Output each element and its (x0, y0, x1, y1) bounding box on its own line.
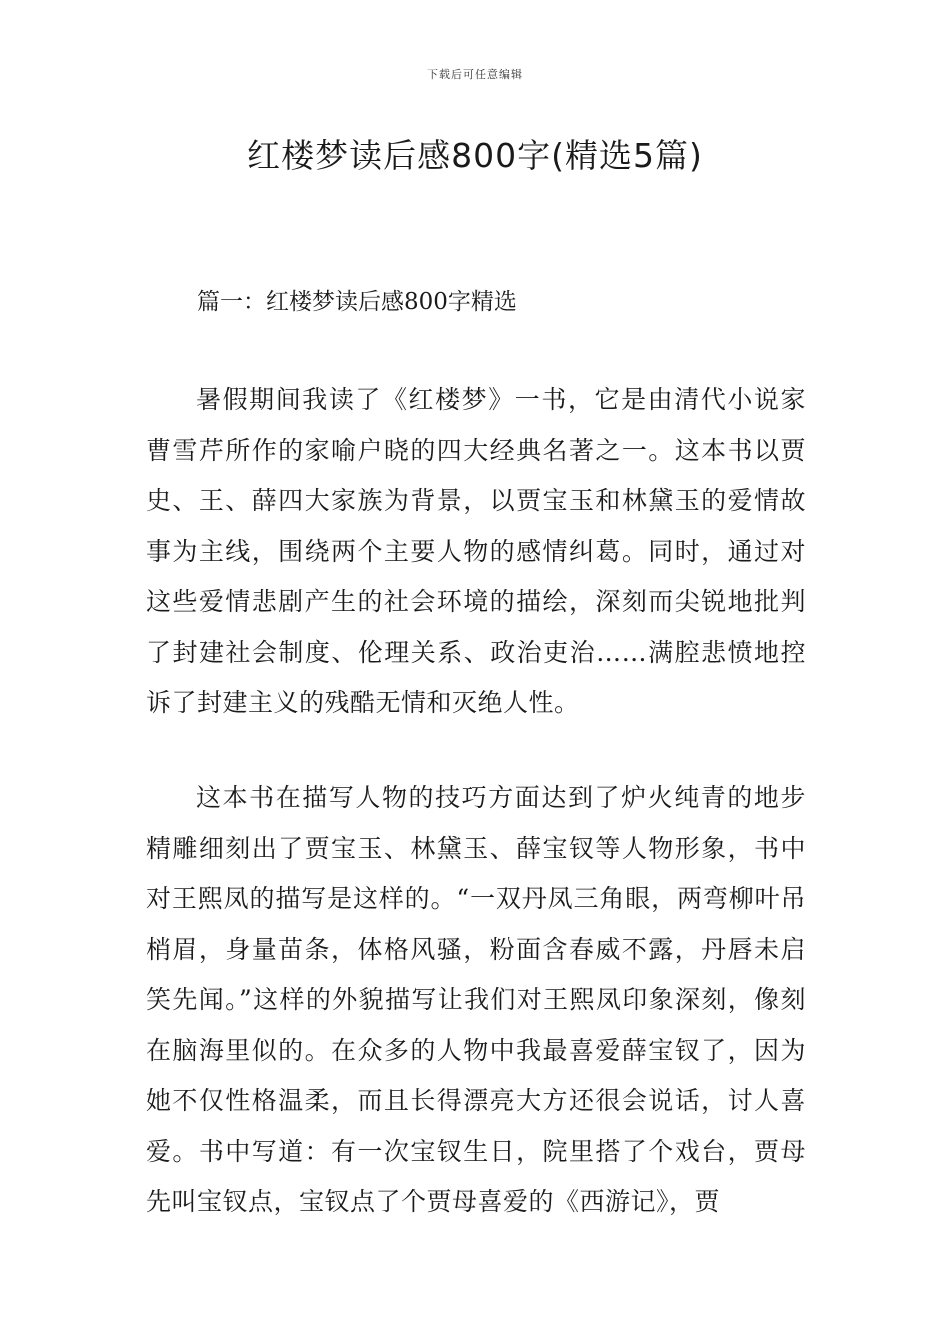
document-title: 红楼梦读后感800字(精选5篇) (247, 136, 703, 175)
header-note: 下载后可任意编辑 (427, 68, 523, 81)
body-paragraph-2: 这本书在描写人物的技巧方面达到了炉火纯青的地步精雕细刻出了贾宝玉、林黛玉、薛宝钗等人物形象，书中对王熙凤的描写是这样的。“一双丹凤三角眼，两弯柳叶吊梢眉，身量苗条，体格风骚，粉面含春威不露，丹唇未启笑先闻。”这样的外貌描写让我们对王熙凤印象深刻，像刻在脑海里似的。在众多的人物中我最喜爱薛宝钗了，因为她不仅性格温柔，而且长得漂亮大方还很会说话，讨人喜爱。书中写道：有一次宝钗生日，院里搭了个戏台，贾母先叫宝钗点，宝钗点了个贾母喜爱的《西游记》，贾 (146, 783, 806, 1216)
section-heading: 篇一：红楼梦读后感800字精选 (197, 289, 517, 315)
body-paragraph-1: 暑假期间我读了《红楼梦》一书，它是由清代小说家曹雪芹所作的家喻户晓的四大经典名著之一。这本书以贾史、王、薛四大家族为背景，以贾宝玉和林黛玉的爱情故事为主线，围绕两个主要人物的感情纠葛。同时，通过对这些爱情悲剧产生的社会环境的描绘，深刻而尖锐地批判了封建社会制度、伦理关系、政治吏治……满腔悲愤地控诉了封建主义的残酷无情和灭绝人性。 (146, 385, 806, 717)
